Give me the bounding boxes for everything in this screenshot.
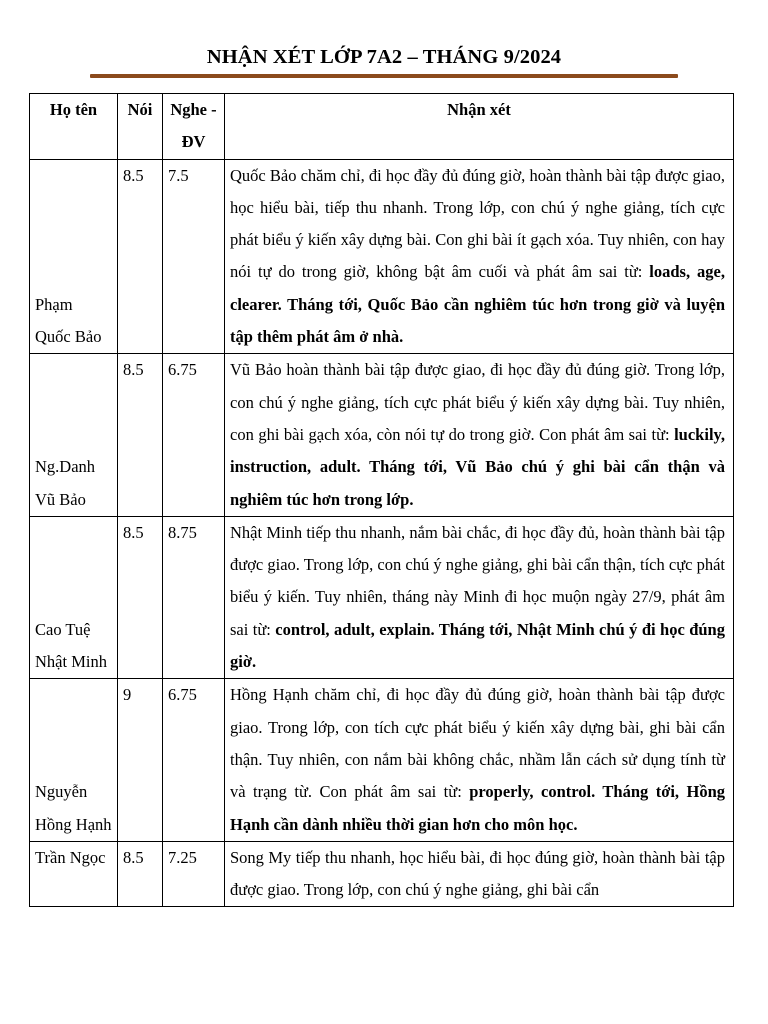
listen-score: 7.5 (163, 159, 225, 354)
speak-score: 9 (118, 679, 163, 841)
comment-text: Song My tiếp thu nhanh, học hiểu bài, đi học đúng giờ, hoàn thành bài tập được giao. Trong lớp, con chú ý nghe giảng, ghi bài cẩn (230, 847, 725, 900)
speak-score: 8.5 (118, 159, 163, 354)
speak-score: 8.5 (118, 354, 163, 516)
table-header-row (30, 94, 734, 160)
comment-bold-text: loads, age, clearer. Tháng tới, Quốc Bảo cần nghiêm túc hơn trong giờ và luyện tập thêm phát âm ở nhà. (230, 262, 725, 347)
student-name: Cao Tuệ Nhật Minh (30, 516, 118, 678)
table-row (30, 516, 734, 678)
table-row (30, 354, 734, 516)
comment-bold-text: control, adult, explain. Tháng tới, Nhật Minh chú ý đi học đúng giờ. (230, 619, 725, 672)
listen-score: 6.75 (163, 354, 225, 516)
comment-cell (225, 679, 734, 841)
table-row (30, 679, 734, 841)
student-name: Phạm Quốc Bảo (30, 159, 118, 354)
speak-score: 8.5 (118, 841, 163, 907)
comment-text: Quốc Bảo chăm chỉ, đi học đầy đủ đúng giờ, hoàn thành bài tập được giao, học hiểu bài, tiếp thu nhanh. Trong lớp, con chú ý nghe giảng, tích cực phát biểu ý kiến xây dựng bài. Con ghi bài ít gạch xóa. Tuy nhiên, con hay nói tự do trong giờ, không bật âm cuối và phát âm sai từ: (230, 165, 725, 282)
comment-bold-text: properly, control. Tháng tới, Hồng Hạnh cần dành nhiều thời gian hơn cho môn học. (230, 782, 725, 834)
comment-cell (225, 516, 734, 678)
page-title: NHẬN XÉT LỚP 7A2 – THÁNG 9/2024 (206, 46, 562, 68)
comment-text: Vũ Bảo hoàn thành bài tập được giao, đi học đầy đủ đúng giờ. Trong lớp, con chú ý nghe giảng, tích cực phát biểu ý kiến xây dựng bài. Tuy nhiên, con ghi bài gạch xóa, còn nói tự do trong giờ. Con phát âm sai từ: (230, 360, 725, 444)
evaluation-table (29, 93, 734, 907)
table-row (30, 159, 734, 354)
student-name: Ng.Danh Vũ Bảo (30, 354, 118, 516)
student-name: Trần Ngọc (30, 841, 118, 907)
speak-score: 8.5 (118, 516, 163, 678)
listen-score: 6.75 (163, 679, 225, 841)
comment-cell (225, 354, 734, 516)
header-listen: Nghe - ĐV (163, 94, 225, 160)
title-underline (90, 74, 678, 78)
listen-score: 7.25 (163, 841, 225, 907)
student-name: Nguyễn Hồng Hạnh (30, 679, 118, 841)
comment-cell (225, 841, 734, 907)
listen-score: 8.75 (163, 516, 225, 678)
header-name: Họ tên (30, 94, 118, 160)
comment-cell (225, 159, 734, 354)
comment-text: Nhật Minh tiếp thu nhanh, nắm bài chắc, đi học đầy đủ, hoàn thành bài tập được giao. Trong lớp, con chú ý nghe giảng, ghi bài cẩn thận, tích cực phát biểu ý kiến. Tuy nhiên, tháng này Minh đi học muộn ngày 27/9, phát âm sai từ: (230, 522, 725, 639)
header-comment: Nhận xét (225, 94, 734, 160)
header-speak: Nói (118, 94, 163, 160)
table-row (30, 841, 734, 907)
comment-text: Hồng Hạnh chăm chỉ, đi học đầy đủ đúng giờ, hoàn thành bài tập được giao. Trong lớp, con tích cực phát biểu ý kiến xây dựng bài, ghi bài cẩn thận. Tuy nhiên, con nắm bài không chắc, nhầm lẫn cách sử dụng tính từ và trạng từ. Con phát âm sai từ: (230, 685, 725, 802)
comment-bold-text: luckily, instruction, adult. Tháng tới, Vũ Bảo chú ý ghi bài cẩn thận và nghiêm túc hơn trong lớp. (230, 424, 725, 509)
